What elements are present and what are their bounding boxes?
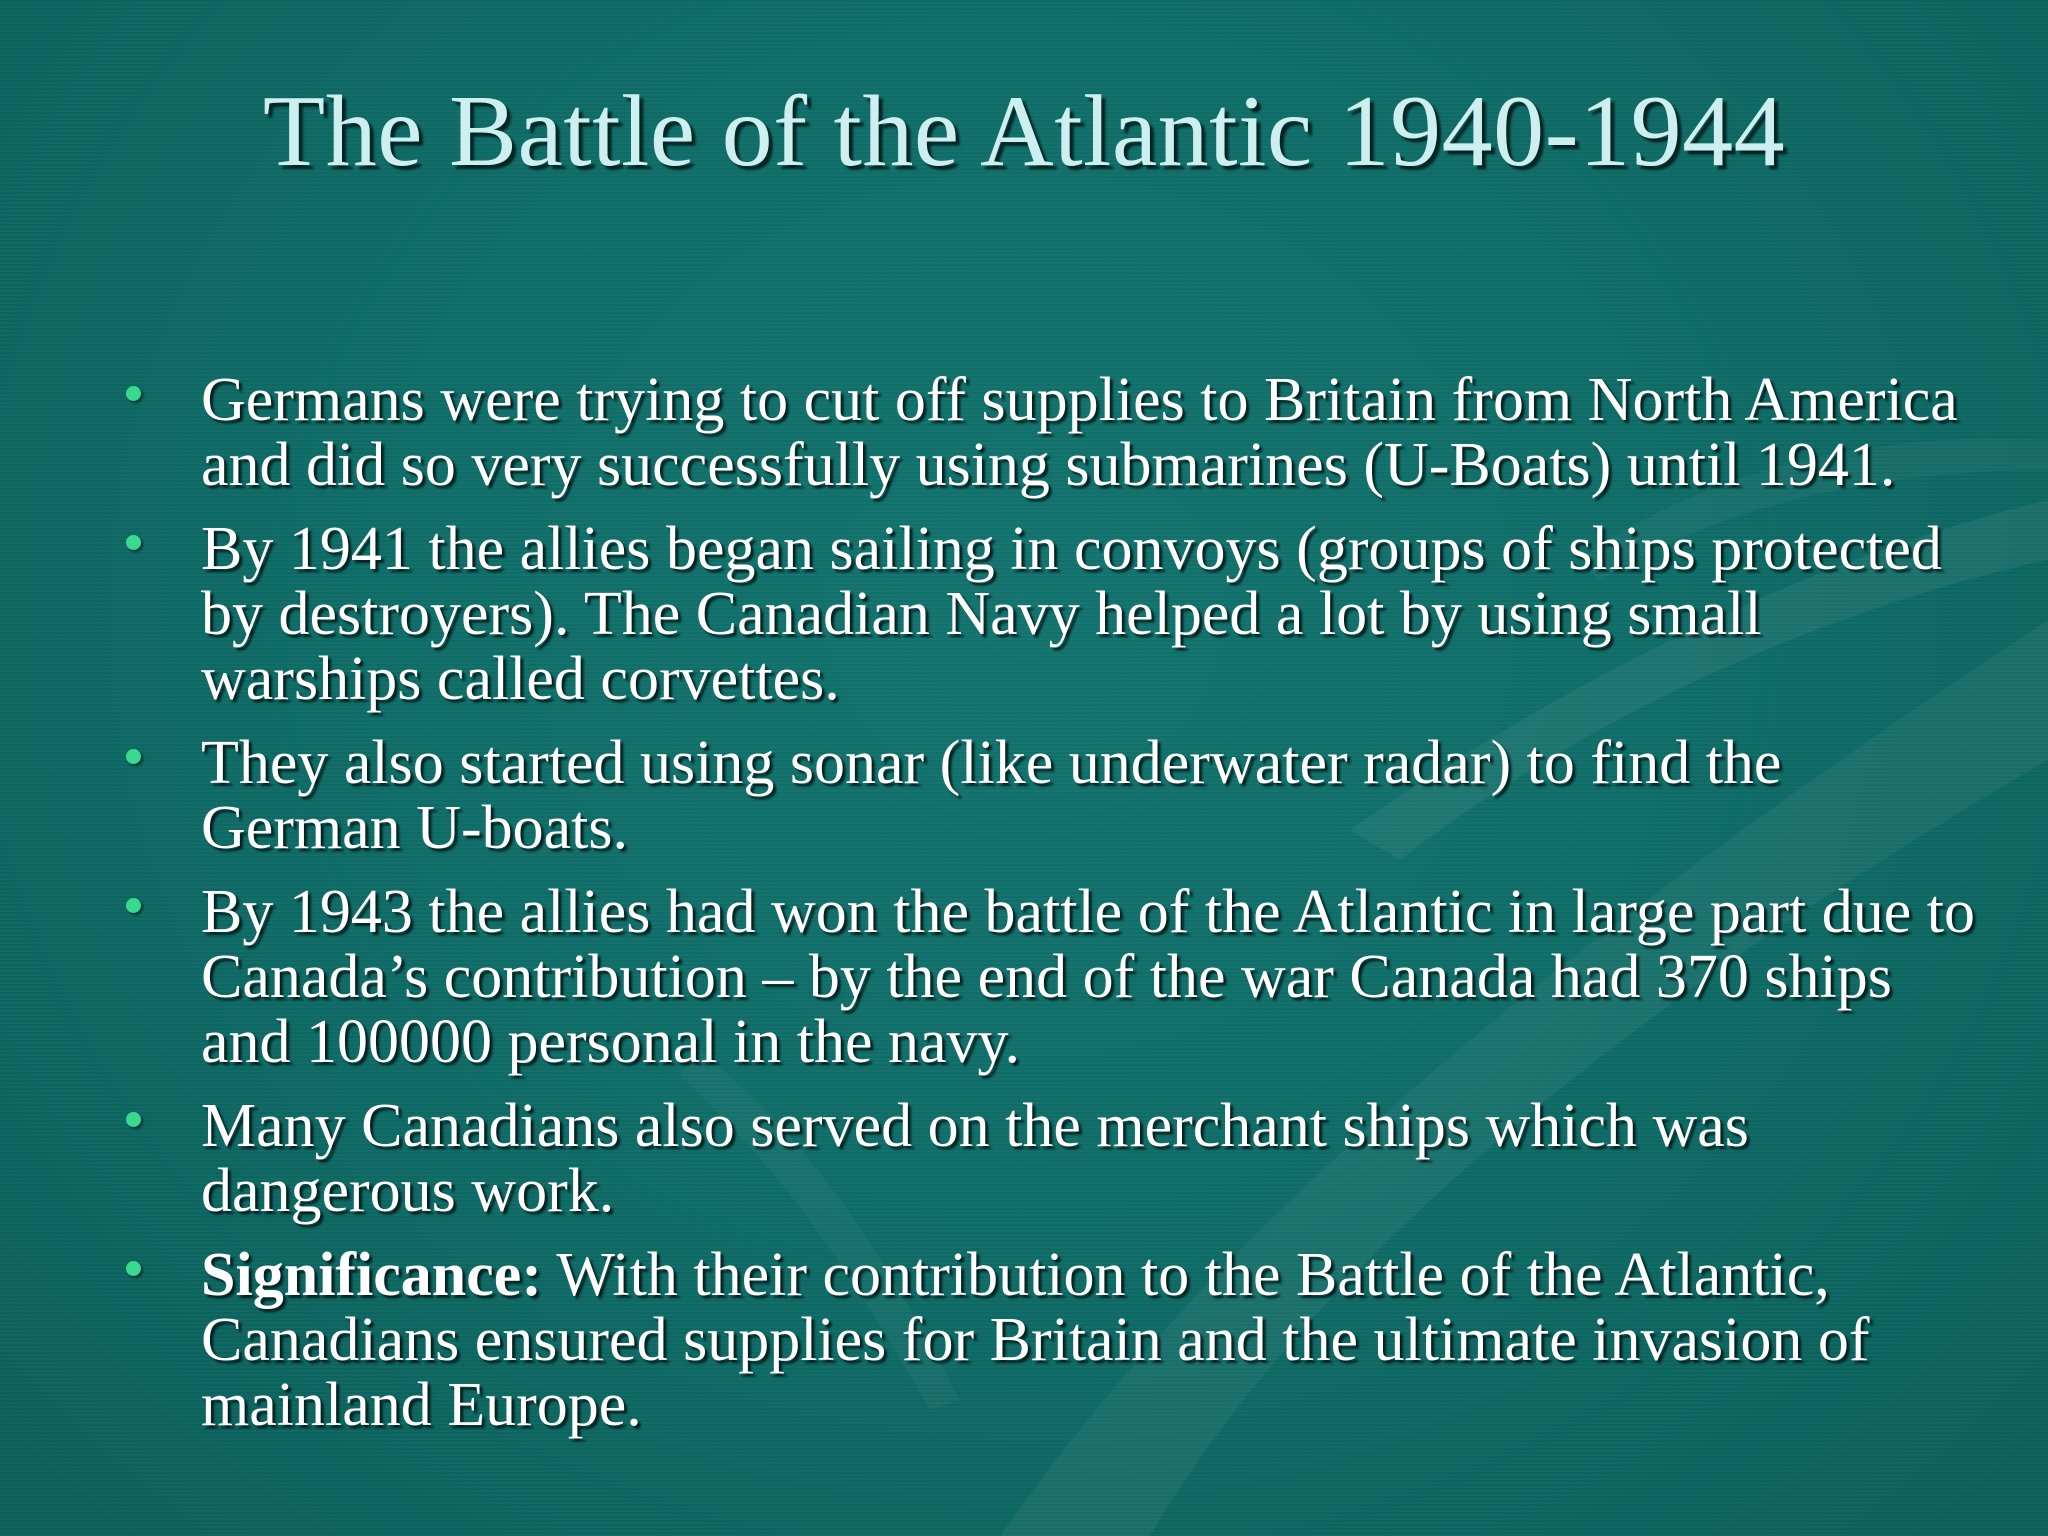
bullet-text: They also started using sonar (like underwater radar) to find the German U-boats. — [201, 729, 1782, 862]
bullet-item — [0, 880, 2048, 1075]
bullet-text: Germans were trying to cut off supplies to Britain from North America and did so very successfully using submarines (U-Boats) until 1941. — [201, 366, 1958, 499]
bullet-dot-icon — [126, 1112, 141, 1127]
bullet-list — [0, 368, 2048, 1457]
bullet-item — [0, 1094, 2048, 1224]
bullet-text: Many Canadians also served on the merchant ships which was dangerous work. — [201, 1092, 1749, 1225]
bullet-dot-icon — [126, 749, 141, 764]
bullet-dot-icon — [126, 898, 141, 913]
bullet-dot-icon — [126, 1261, 141, 1276]
bullet-dot-icon — [126, 535, 141, 550]
slide-title: The Battle of the Atlantic 1940-1944 — [262, 75, 1786, 188]
bullet-dot-icon — [126, 386, 141, 401]
bullet-item-significance — [0, 1243, 2048, 1438]
significance-text: With their contribution to the Battle of the Atlantic, Canadians ensured supplies for Britain and the ultimate invasion of mainland Europe. — [201, 1241, 1870, 1439]
bullet-text — [201, 1243, 1988, 1438]
bullet-item — [0, 731, 2048, 861]
bullet-item — [0, 517, 2048, 712]
bullet-item — [0, 368, 2048, 498]
bullet-text: By 1943 the allies had won the battle of the Atlantic in large part due to Canada’s contribution – by the end of the war Canada had 370 ships and 100000 personal in the navy. — [201, 878, 1976, 1076]
bullet-text: By 1941 the allies began sailing in convoys (groups of ships protected by destroyers). The Canadian Navy helped a lot by using small warships called corvettes. — [201, 515, 1942, 713]
significance-label: Significance: — [201, 1241, 542, 1309]
